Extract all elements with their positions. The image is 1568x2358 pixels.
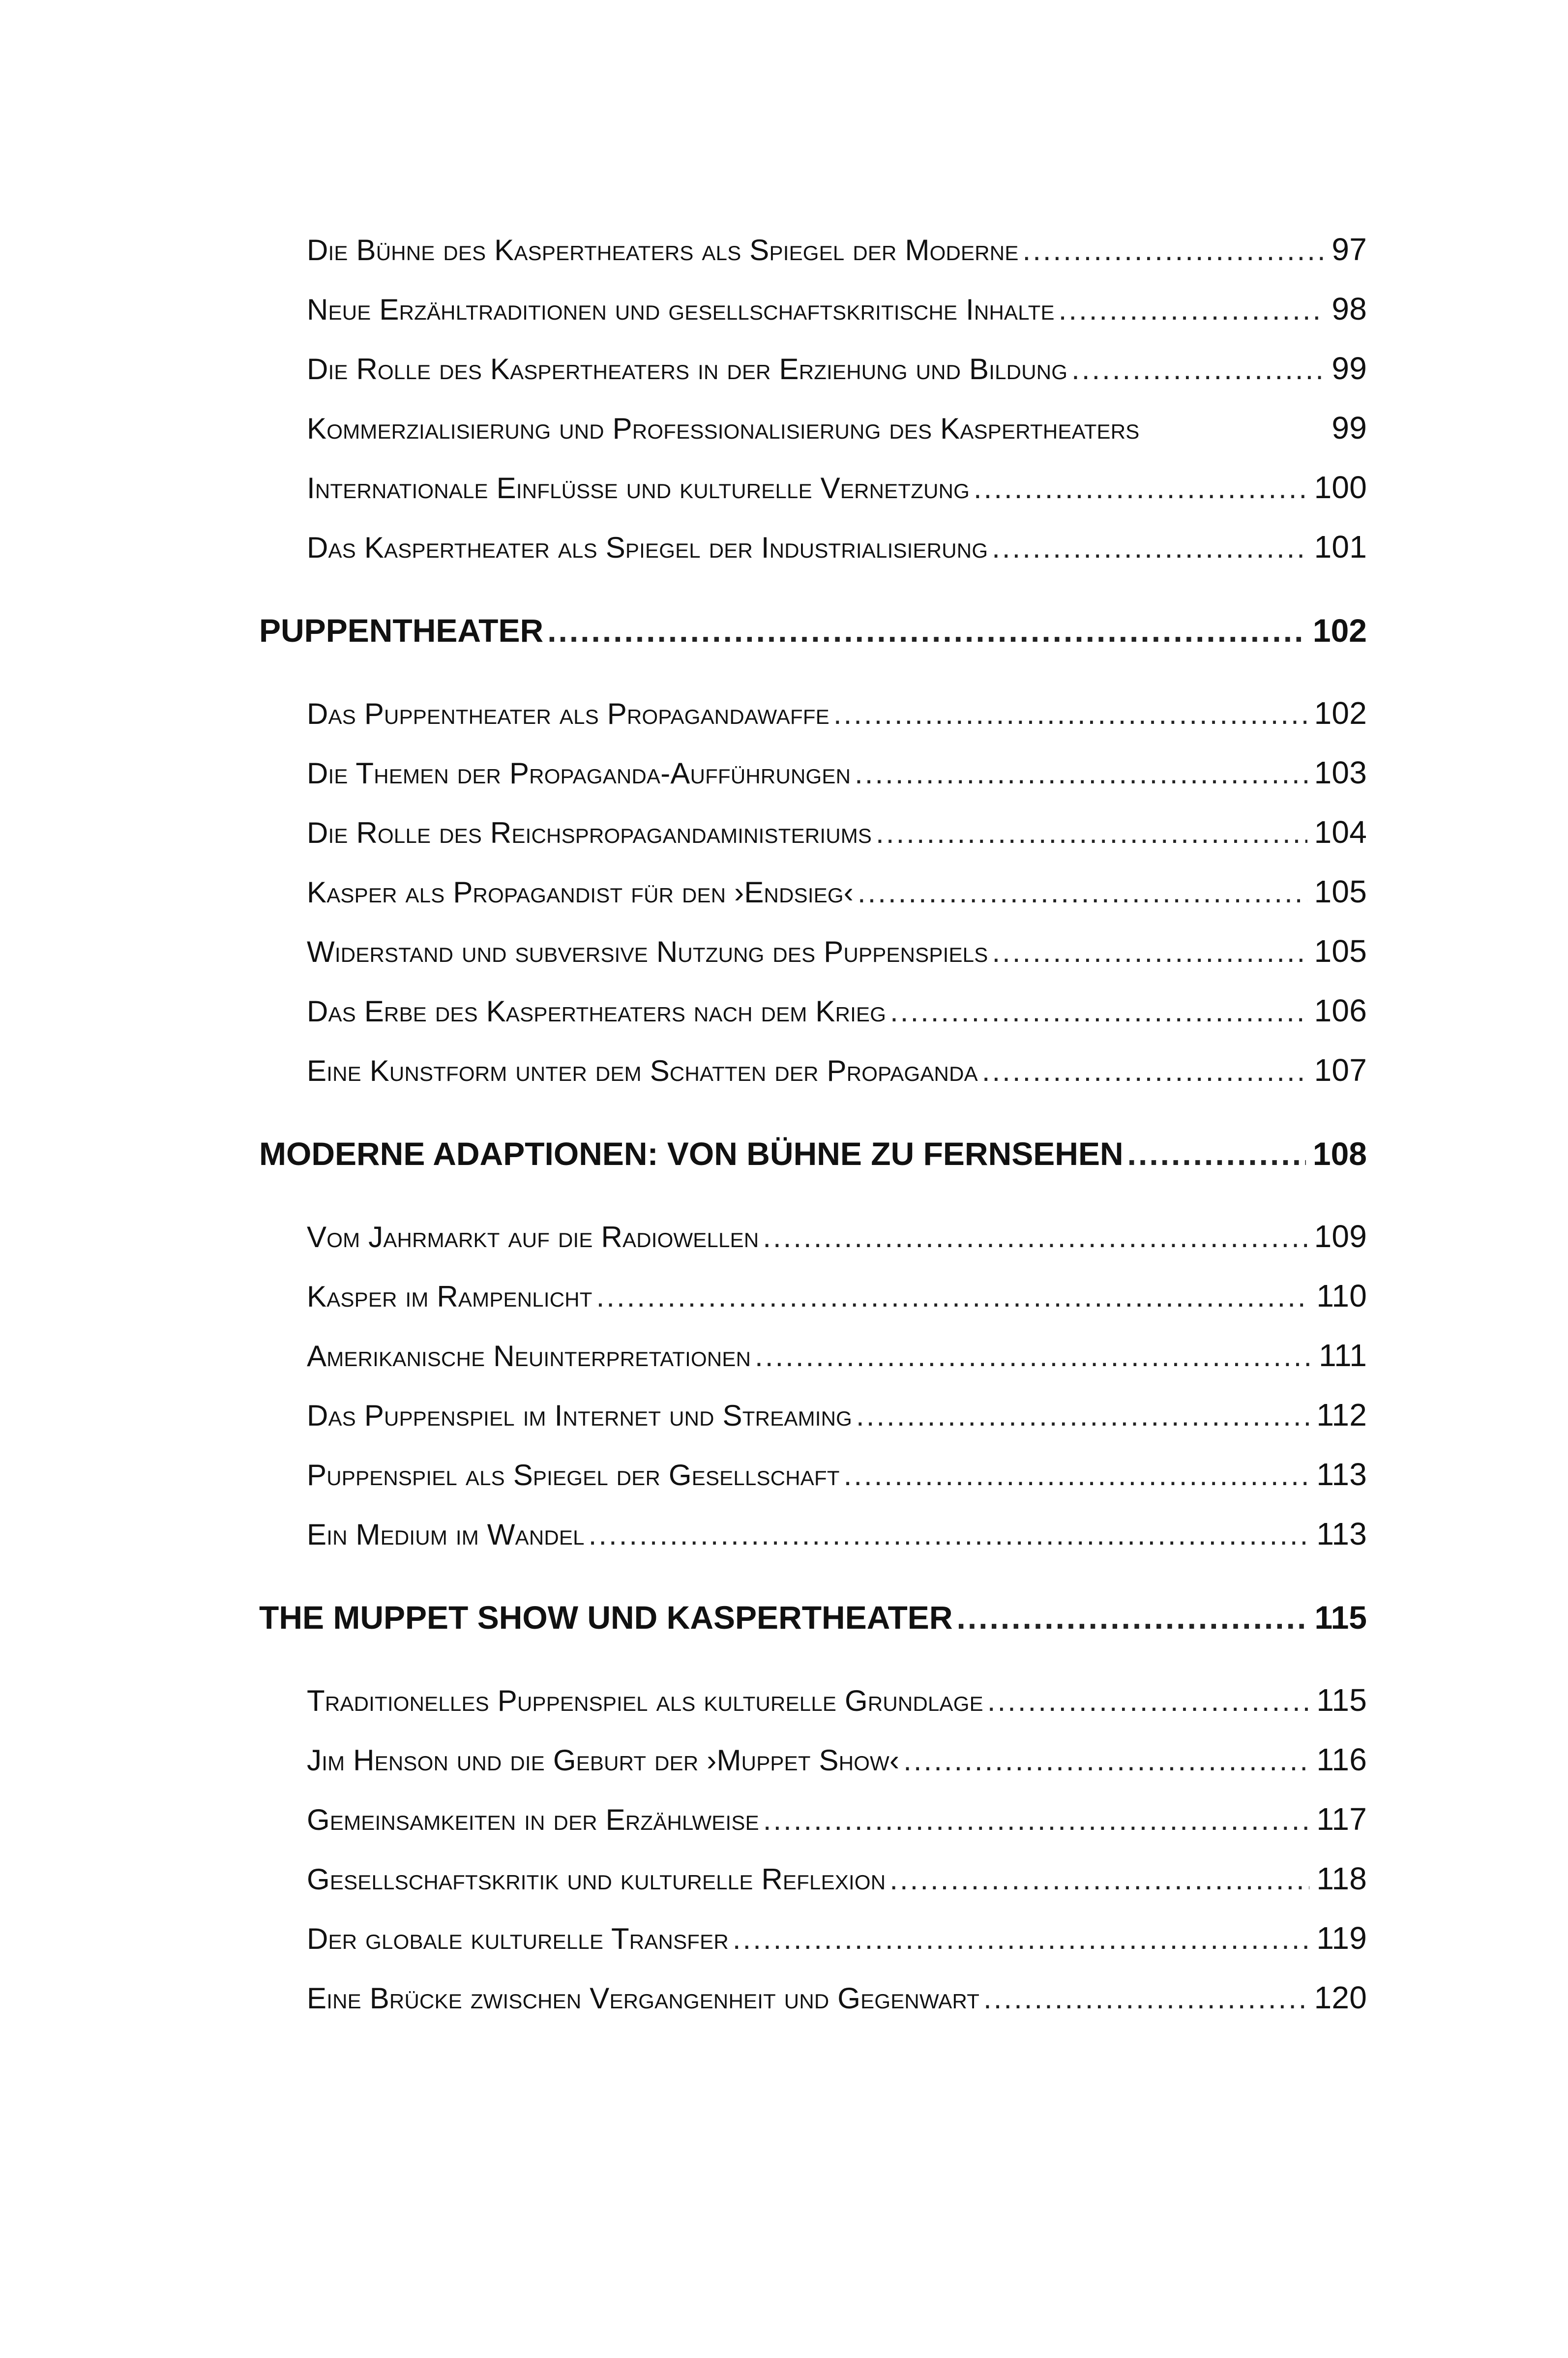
toc-entry-page: 102 <box>1314 695 1367 731</box>
dot-leader <box>844 1458 1310 1492</box>
dot-leader <box>982 1054 1307 1088</box>
dot-leader <box>755 1339 1312 1373</box>
toc-entry-page: 99 <box>1331 351 1367 386</box>
toc-entry-page: 103 <box>1314 755 1367 790</box>
toc-entry-title: Puppenspiel als Spiegel der Gesellschaft <box>307 1459 840 1492</box>
toc-entry-page: 107 <box>1314 1052 1367 1088</box>
toc-entry[interactable] <box>259 469 1367 529</box>
toc-chapter-page: 108 <box>1312 1135 1367 1172</box>
toc-chapter-title: THE MUPPET SHOW UND KASPERTHEATER <box>259 1599 953 1636</box>
toc-entry[interactable] <box>259 1860 1367 1920</box>
toc-entry-title: Das Kaspertheater als Spiegel der Industrialisierung <box>307 531 988 564</box>
dot-leader <box>1059 293 1325 327</box>
dot-leader <box>855 756 1307 790</box>
toc-entry-page: 112 <box>1316 1397 1367 1433</box>
toc-entry[interactable] <box>259 410 1367 469</box>
toc-entry-title: Die Rolle des Reichspropagandaministeriums <box>307 816 872 849</box>
dot-leader <box>992 935 1307 969</box>
toc-entry-title: Amerikanische Neuinterpretationen <box>307 1340 751 1373</box>
table-of-contents <box>259 231 1367 2039</box>
dot-leader <box>589 1518 1310 1552</box>
dot-leader <box>547 612 1306 649</box>
toc-entry-page: 105 <box>1314 933 1367 969</box>
toc-entry-page: 113 <box>1316 1516 1367 1552</box>
dot-leader <box>903 1743 1309 1777</box>
toc-chapter[interactable] <box>259 1599 1367 1658</box>
toc-entry-page: 110 <box>1316 1278 1367 1313</box>
toc-entry-title: Der globale kulturelle Transfer <box>307 1922 729 1955</box>
toc-entry-title: Jim Henson und die Geburt der ›Muppet Show‹ <box>307 1744 900 1777</box>
toc-entry[interactable] <box>259 291 1367 350</box>
toc-entry-title: Eine Brücke zwischen Vergangenheit und Gegenwart <box>307 1982 980 2015</box>
toc-entry-title: Kasper als Propagandist für den ›Endsieg‹ <box>307 876 854 909</box>
toc-entry[interactable] <box>259 1682 1367 1741</box>
dot-leader <box>596 1280 1310 1313</box>
toc-entry[interactable] <box>259 1218 1367 1278</box>
toc-entry-title: Gemeinsamkeiten in der Erzählweise <box>307 1803 759 1836</box>
spacer <box>259 1111 1367 1135</box>
dot-leader <box>1127 1135 1306 1172</box>
dot-leader <box>763 1220 1307 1254</box>
toc-entry-page: 119 <box>1316 1920 1367 1956</box>
toc-entry[interactable] <box>259 1456 1367 1516</box>
toc-entry-page: 116 <box>1316 1742 1367 1777</box>
toc-entry-title: Das Erbe des Kaspertheaters nach dem Krieg <box>307 995 887 1028</box>
toc-entry[interactable] <box>259 231 1367 291</box>
dot-leader <box>876 816 1307 850</box>
toc-chapter-page: 102 <box>1312 612 1367 649</box>
toc-entry-page: 98 <box>1331 291 1367 327</box>
toc-entry[interactable] <box>259 695 1367 754</box>
toc-entry-page: 111 <box>1319 1338 1367 1373</box>
toc-entry-page: 105 <box>1314 874 1367 909</box>
dot-leader <box>1071 352 1325 386</box>
toc-entry-title: Internationale Einflüsse und kulturelle Vernetzung <box>307 472 970 505</box>
toc-entry[interactable] <box>259 754 1367 814</box>
toc-entry[interactable] <box>259 1920 1367 1979</box>
toc-entry[interactable] <box>259 529 1367 588</box>
toc-entry-page: 104 <box>1314 814 1367 850</box>
toc-entry-title: Widerstand und subversive Nutzung des Puppenspiels <box>307 935 988 968</box>
toc-entry-page: 99 <box>1331 410 1367 446</box>
toc-entry-title: Die Bühne des Kaspertheaters als Spiegel der Moderne <box>307 234 1019 267</box>
toc-entry[interactable] <box>259 1979 1367 2039</box>
spacer <box>259 1575 1367 1599</box>
toc-entry-title: Traditionelles Puppenspiel als kulturelle Grundlage <box>307 1684 983 1717</box>
toc-entry-title: Das Puppenspiel im Internet und Streaming <box>307 1399 853 1432</box>
toc-entry-title: Das Puppentheater als Propagandawaffe <box>307 697 829 730</box>
dot-leader <box>957 1599 1308 1636</box>
dot-leader <box>889 1862 1309 1896</box>
spacer <box>259 588 1367 612</box>
spacer <box>259 1658 1367 1682</box>
toc-entry-title: Gesellschaftskritik und kulturelle Reflexion <box>307 1863 886 1896</box>
dot-leader <box>1023 233 1325 267</box>
toc-entry-title: Kommerzialisierung und Professionalisierung des Kaspertheaters <box>307 412 1140 445</box>
toc-entry-page: 117 <box>1316 1801 1367 1837</box>
toc-entry-page: 101 <box>1314 529 1367 565</box>
toc-entry-title: Die Rolle des Kaspertheaters in der Erziehung und Bildung <box>307 353 1068 386</box>
toc-chapter-title: MODERNE ADAPTIONEN: VON BÜHNE ZU FERNSEHEN <box>259 1135 1124 1172</box>
toc-entry-title: Neue Erzähltraditionen und gesellschaftskritische Inhalte <box>307 293 1055 326</box>
spacer <box>259 671 1367 695</box>
toc-entry[interactable] <box>259 814 1367 873</box>
toc-entry[interactable] <box>259 992 1367 1052</box>
toc-entry-title: Ein Medium im Wandel <box>307 1518 585 1551</box>
toc-entry[interactable] <box>259 1052 1367 1111</box>
dot-leader <box>992 531 1307 565</box>
toc-entry[interactable] <box>259 1741 1367 1801</box>
toc-entry[interactable] <box>259 1397 1367 1456</box>
toc-entry-page: 97 <box>1331 232 1367 267</box>
toc-entry-page: 115 <box>1316 1682 1367 1718</box>
toc-entry-title: Kasper im Rampenlicht <box>307 1280 592 1313</box>
toc-entry[interactable] <box>259 1516 1367 1575</box>
toc-entry-title: Eine Kunstform unter dem Schatten der Propaganda <box>307 1054 978 1087</box>
dot-leader <box>858 875 1307 909</box>
toc-entry[interactable] <box>259 873 1367 933</box>
toc-entry-title: Vom Jahrmarkt auf die Radiowellen <box>307 1221 759 1254</box>
dot-leader <box>833 697 1307 731</box>
toc-chapter-title: PUPPENTHEATER <box>259 612 544 649</box>
dot-leader <box>890 994 1307 1028</box>
toc-entry[interactable] <box>259 1801 1367 1860</box>
toc-entry-page: 100 <box>1314 470 1367 505</box>
dot-leader <box>763 1803 1310 1837</box>
toc-chapter-page: 115 <box>1314 1599 1367 1636</box>
toc-entry-page: 120 <box>1314 1980 1367 2015</box>
toc-entry[interactable] <box>259 1337 1367 1397</box>
dot-leader <box>974 471 1307 505</box>
toc-entry[interactable] <box>259 1278 1367 1337</box>
toc-entry-title: Die Themen der Propaganda-Aufführungen <box>307 757 851 790</box>
toc-entry-page: 106 <box>1314 993 1367 1028</box>
toc-entry[interactable] <box>259 933 1367 992</box>
toc-entry[interactable] <box>259 350 1367 410</box>
toc-entry-page: 109 <box>1314 1219 1367 1254</box>
toc-entry-page: 113 <box>1316 1457 1367 1492</box>
dot-leader <box>733 1922 1309 1956</box>
toc-chapter[interactable] <box>259 612 1367 671</box>
dot-leader <box>856 1399 1309 1433</box>
dot-leader <box>983 1981 1307 2015</box>
toc-chapter[interactable] <box>259 1135 1367 1194</box>
dot-leader <box>987 1684 1310 1718</box>
toc-entry-page: 118 <box>1316 1861 1367 1896</box>
spacer <box>259 1194 1367 1218</box>
